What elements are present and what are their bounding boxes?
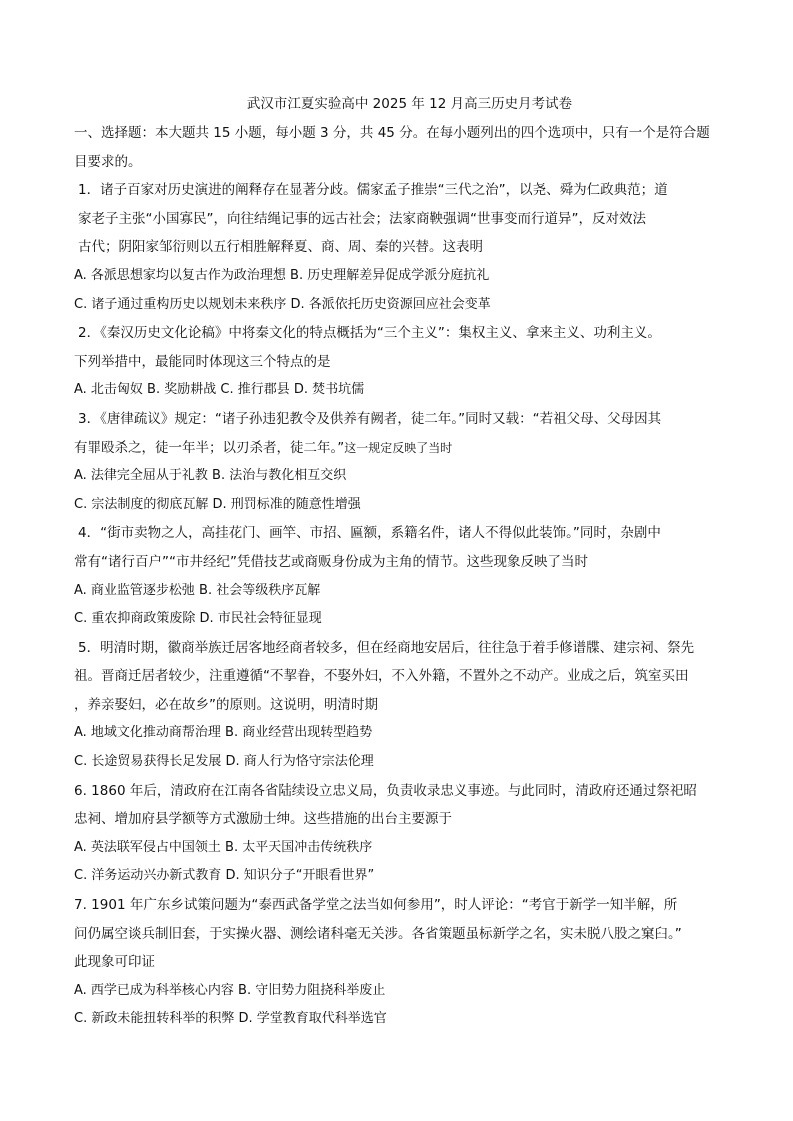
instruction-line: 目要求的。 xyxy=(74,153,142,170)
question-text xyxy=(74,434,733,463)
question-text: 古代；阴阳家邹衍则以五行相胜解释夏、商、周、秦的兴替。这表明 xyxy=(78,239,483,256)
question-text: 6. 1860 年后，清政府在江南各省陆续设立忠义局，负责收录忠义事迹。与此同时，清政府还通过祭祀昭 xyxy=(74,782,697,799)
question-5 xyxy=(74,634,733,777)
options-row: A. 英法联军侵占中国领土 B. 太平天国冲击传统秩序 xyxy=(74,839,373,855)
question-7 xyxy=(74,891,733,1034)
question-text-segment: 有罪殴杀之，徒一年半；以刃杀者，徒二年。” xyxy=(74,439,345,456)
question-text: 7. 1901 年广东乡试策问题为“泰西武备学堂之法当如何参用”，时人评论：“考官于新学一知半解，所 xyxy=(74,897,678,914)
question-text: 祖。晋商迁居者较少，注重遵循“不挈眷，不娶外妇，不入外籍，不置外之不动产。业成之后，筑室买田 xyxy=(74,668,689,685)
options-row: C. 宗法制度的彻底瓦解 D. 刑罚标准的随意性增强 xyxy=(74,496,361,512)
question-4 xyxy=(74,519,733,633)
section-instructions xyxy=(74,119,733,176)
options-row: C. 长途贸易获得长足发展 D. 商人行为恪守宗法伦理 xyxy=(74,754,374,770)
question-text: 下列举措中，最能同时体现这三个特点的是 xyxy=(74,353,331,370)
options-row: A. 地域文化推动商帮治理 B. 商业经营出现转型趋势 xyxy=(74,725,373,741)
question-text: 问仍属空谈兵制旧套，于实操火器、测绘诸科毫无关涉。各省策题虽标新学之名，实未脱八股之窠臼。” xyxy=(74,925,682,942)
question-1 xyxy=(74,176,733,319)
instruction-line: 一、选择题：本大题共 15 小题，每小题 3 分，共 45 分。在每小题列出的四个选项中，只有一个是符合题 xyxy=(74,125,710,141)
options-row: A. 法律完全屈从于礼教 B. 法治与教化相互交织 xyxy=(74,468,347,484)
options-row: C. 重农抑商政策废除 D. 市民社会特征显现 xyxy=(74,611,322,627)
question-2 xyxy=(74,319,733,405)
question-text: 2．《秦汉历史文化论稿》中将秦文化的特点概括为“三个主义”：集权主义、拿来主义、功利主义。 xyxy=(78,325,661,342)
question-text: 1．诸子百家对历史演进的阐释存在显著分歧。儒家孟子推崇“三代之治”，以尧、舜为仁政典范；道 xyxy=(78,182,668,199)
question-text: 家老子主张“小国寡民”，向往结绳记事的远古社会；法家商鞅强调“世事变而行道异”，反对效法 xyxy=(78,210,646,227)
question-text: ，养亲娶妇，必在故乡”的原则。这说明，明清时期 xyxy=(74,696,378,713)
options-row: A. 商业监管逐步松弛 B. 社会等级秩序瓦解 xyxy=(74,582,321,598)
options-row: C. 新政未能扭转科举的积弊 D. 学堂教育取代科举选官 xyxy=(74,1011,387,1027)
options-row: C. 洋务运动兴办新式教育 D. 知识分子“开眼看世界” xyxy=(74,868,375,884)
options-row: A. 北击匈奴 B. 奖励耕战 C. 推行郡县 D. 焚书坑儒 xyxy=(74,382,365,398)
question-text: 5．明清时期，徽商举族迁居客地经商者较多，但在经商地安居后，往往急于着手修谱牒、建宗祠、祭先 xyxy=(78,639,695,656)
question-stem-tail: 这一规定反映了当时 xyxy=(344,440,453,455)
options-row: A. 西学已成为科举核心内容 B. 守旧势力阻挠科举废止 xyxy=(74,982,386,998)
question-text: 常有“诸行百户”“市井经纪”凭借技艺或商贩身份成为主角的情节。这些现象反映了当时 xyxy=(74,553,588,570)
exam-title: 武汉市江夏实验高中 2025 年 12 月高三历史月考试卷 xyxy=(246,96,573,112)
question-text: 3．《唐律疏议》规定：“诸子孙违犯教令及供养有阙者，徒二年。”同时又载：“若祖父母、父母因其 xyxy=(78,410,662,427)
question-text: 忠祠、增加府县学额等方式激励士绅。这些措施的出台主要源于 xyxy=(74,811,452,828)
question-6 xyxy=(74,777,733,891)
question-3 xyxy=(74,405,733,519)
question-text: 4．“街市卖物之人，高挂花门、画竿、市招、匾额，系籍名件，诸人不得似此装饰。”同时，杂剧中 xyxy=(78,525,661,542)
question-text: 此现象可印证 xyxy=(74,954,155,971)
options-row: C. 诸子通过重构历史以规划未来秩序 D. 各派依托历史资源回应社会变革 xyxy=(74,296,491,312)
options-row: A. 各派思想家均以复古作为政治理想 B. 历史理解差异促成学派分庭抗礼 xyxy=(74,267,490,283)
